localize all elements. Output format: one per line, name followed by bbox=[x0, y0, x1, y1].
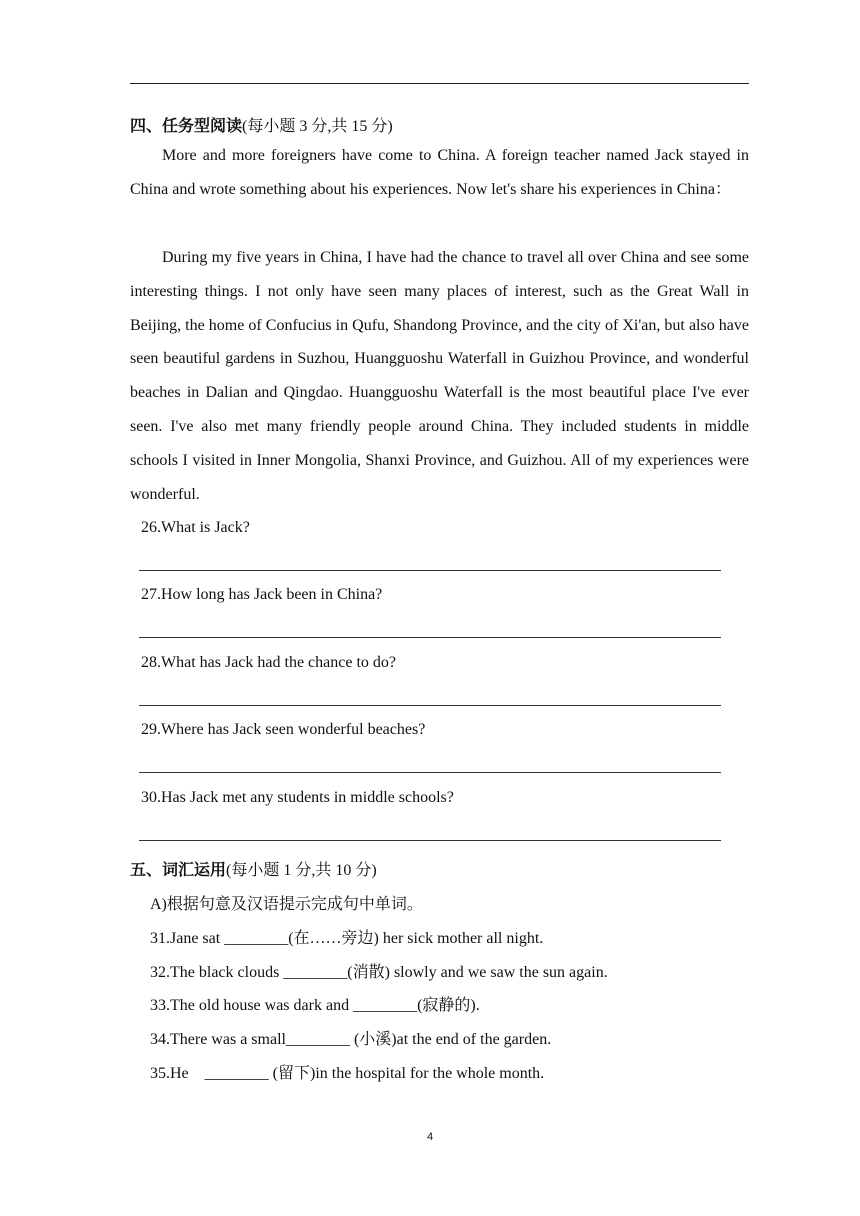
answer-line-30[interactable] bbox=[139, 840, 721, 841]
item-32: 32.The black clouds ________(消散) slowly and we saw the sun again. bbox=[150, 964, 608, 981]
passage-paragraph: During my five years in China, I have had the chance to travel all over China and see some interesting things. I not only have seen many places of interest, such as the Great Wall in Beijing, the home of Confucius in Qufu, Shandong Province, and the city of Xi'an, but also have seen beautiful gardens in Suzhou, Huangguoshu Waterfall in Guizhou Province, and wonderful beaches in Dalian and Qingdao. Huangguoshu Waterfall is the most beautiful place I've ever seen. I've also met many friendly people around China. They included students in middle schools I visited in Inner Mongolia, Shanxi Province, and Guizhou. All of my experiences were wonderful. bbox=[130, 249, 749, 503]
question-29: 29.Where has Jack seen wonderful beaches? bbox=[141, 721, 426, 738]
answer-line-27[interactable] bbox=[139, 637, 721, 638]
question-26: 26.What is Jack? bbox=[141, 519, 250, 536]
section4-heading-score: (每小题 3 分,共 15 分) bbox=[242, 118, 393, 135]
section5-heading bbox=[130, 857, 377, 880]
section4-heading bbox=[130, 113, 393, 136]
item-33: 33.The old house was dark and ________(寂静的). bbox=[150, 997, 480, 1014]
section5-heading-score: (每小题 1 分,共 10 分) bbox=[226, 862, 377, 879]
item-34: 34.There was a small________ (小溪)at the end of the garden. bbox=[150, 1031, 552, 1048]
answer-line-29[interactable] bbox=[139, 772, 721, 773]
question-30: 30.Has Jack met any students in middle schools? bbox=[141, 789, 454, 806]
intro-paragraph: More and more foreigners have come to China. A foreign teacher named Jack stayed in China and wrote something about his experiences. Now let's share his experiences in China： bbox=[130, 147, 749, 198]
question-28: 28.What has Jack had the chance to do? bbox=[141, 654, 397, 671]
section5-heading-title: 五、词汇运用 bbox=[130, 862, 227, 879]
item-31: 31.Jane sat ________(在……旁边) her sick mother all night. bbox=[150, 930, 544, 947]
item-35: 35.He ________ (留下)in the hospital for the whole month. bbox=[150, 1065, 545, 1082]
answer-line-26[interactable] bbox=[139, 570, 721, 571]
section4-heading-title: 四、任务型阅读 bbox=[130, 118, 243, 135]
answer-line-28[interactable] bbox=[139, 705, 721, 706]
question-27: 27.How long has Jack been in China? bbox=[141, 586, 383, 603]
section5-instruction: A)根据句意及汉语提示完成句中单词。 bbox=[150, 896, 423, 913]
top-rule bbox=[130, 83, 749, 84]
page-number: 4 bbox=[426, 1131, 434, 1143]
